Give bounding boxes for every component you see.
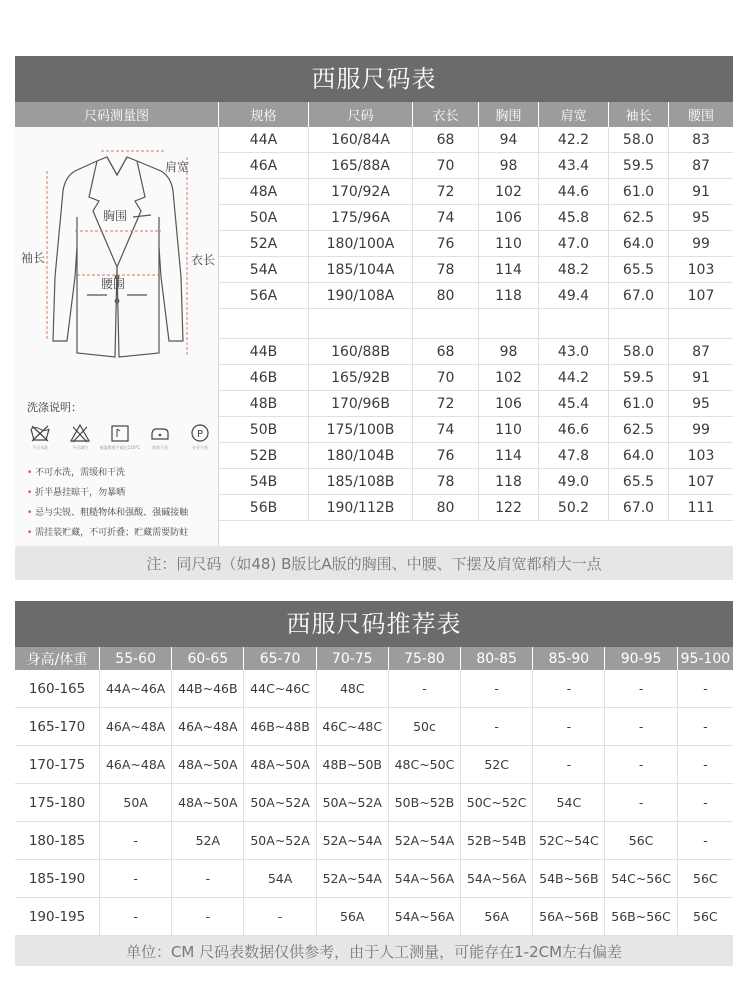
cell-size: 160/88B [309,339,413,364]
cell-height-range: 180-185 [15,822,100,859]
cell-recommended-size: 54C [533,784,605,821]
header-weight-range: 70-75 [317,647,389,670]
cell-recommended-size: 46A~48A [100,708,172,745]
cell-size: 190/108A [309,283,413,308]
cell-recommended-size: - [605,708,677,745]
cell-waist: 107 [687,473,715,490]
cell-height-range: 175-180 [15,784,100,821]
cell-recommended-size: 52A~54A [317,860,389,897]
cell-sleeve: 65.5 [609,257,669,282]
cell-recommended-size: 52C~54C [533,822,605,859]
cell-size: 190/112B [309,495,413,520]
label-waist: 腰围 [101,277,126,291]
size-row [219,257,733,283]
cell-recommended-size: 52A~54A [317,822,389,859]
cell-height-range: 165-170 [15,708,100,745]
tumble-dry-icon: 低温熨烫不超过110°C [105,423,135,451]
size-row [219,495,733,521]
size-row [219,231,733,257]
cell-recommended-size: 52A [172,822,244,859]
cell-chest: 114 [479,443,539,468]
cell-recommended-size: 54C~56C [605,860,677,897]
cell-chest: 110 [479,417,539,442]
cell-length: 74 [413,417,479,442]
cell-shoulder: 42.2 [539,127,609,152]
cell-size: 185/104A [309,257,413,282]
cell-recommended-size: 46B~48B [244,708,316,745]
cell-shoulder: 43.0 [539,339,609,364]
cell-recommended-size: 54A~56A [389,898,461,935]
cell-recommended-size: 54A~56A [461,860,533,897]
label-length: 衣长 [191,253,216,267]
recommend-grid [15,670,733,936]
care-instructions [27,463,188,543]
cell-recommended-size: 46A~48A [100,746,172,783]
cell-shoulder: 49.4 [539,283,609,308]
cell-sleeve: 62.5 [609,205,669,230]
cell-length: 72 [413,391,479,416]
cell-waist: 91 [692,183,710,200]
size-row [219,391,733,417]
cell-spec: 44A [219,127,309,152]
cell-height-range: 185-190 [15,860,100,897]
cell-waist: 103 [687,447,715,464]
iron-low-icon: 常规干洗 [145,423,175,451]
cell-waist: 95 [692,209,710,226]
size-row [219,283,733,309]
cell-recommended-size: - [461,670,533,707]
cell-recommended-size: - [703,681,708,696]
cell-recommended-size: 50A~52A [244,822,316,859]
cell-shoulder: 44.2 [539,365,609,390]
header-weight-range: 85-90 [533,647,605,670]
header-weight-range: 55-60 [100,647,172,670]
care-icons [25,423,215,451]
cell-recommended-size: 46C~48C [317,708,389,745]
header-weight-range: 80-85 [461,647,533,670]
cell-sleeve: 67.0 [609,495,669,520]
cell-spec: 52A [219,231,309,256]
header-waist: 腰围 [687,109,714,124]
cell-chest: 118 [479,469,539,494]
cell-size: 175/100B [309,417,413,442]
cell-shoulder: 45.4 [539,391,609,416]
cell-waist: 91 [692,369,710,386]
cell-size: 180/100A [309,231,413,256]
header-sleeve: 袖长 [609,102,669,127]
cell-recommended-size: 46A~48A [172,708,244,745]
cell-length: 76 [413,231,479,256]
recommend-table-title: 西服尺码推荐表 [15,601,733,647]
cell-spec: 52B [219,443,309,468]
cell-shoulder: 46.6 [539,417,609,442]
cell-recommended-size: 56A [317,898,389,935]
cell-length: 68 [413,339,479,364]
cell-spec: 44B [219,339,309,364]
recommend-row [15,822,733,860]
cell-waist: 87 [692,343,710,360]
cell-recommended-size: 44B~46B [172,670,244,707]
cell-height-range: 190-195 [15,898,100,935]
cell-sleeve: 58.0 [609,127,669,152]
cell-recommended-size: 50c [389,708,461,745]
suit-size-recommendation-table [15,601,733,967]
cell-length: 80 [413,495,479,520]
cell-recommended-size: 56A~56B [533,898,605,935]
cell-chest: 102 [479,365,539,390]
cell-height-range: 170-175 [15,746,100,783]
cell-recommended-size: - [703,795,708,810]
cell-shoulder: 43.4 [539,153,609,178]
cell-recommended-size: 52C [461,746,533,783]
cell-spec: 56A [219,283,309,308]
cell-chest: 98 [479,153,539,178]
cell-recommended-size: - [461,708,533,745]
cell-waist: 83 [692,131,710,148]
cell-recommended-size: 44A~46A [100,670,172,707]
recommend-row [15,860,733,898]
cell-waist: 111 [687,499,715,516]
cell-recommended-size: - [244,898,316,935]
cell-recommended-size: 54B~56B [533,860,605,897]
size-row [219,365,733,391]
cell-waist: 103 [687,261,715,278]
cell-recommended-size: 48C~50C [389,746,461,783]
recommend-row [15,670,733,708]
cell-length: 78 [413,469,479,494]
cell-sleeve: 59.5 [609,365,669,390]
cell-size: 180/104B [309,443,413,468]
size-row [219,417,733,443]
cell-recommended-size: - [605,784,677,821]
header-chest: 胸围 [479,102,539,127]
cell-recommended-size: 50A [100,784,172,821]
size-row [219,339,733,365]
cell-recommended-size: 48A~50A [172,784,244,821]
size-row [219,443,733,469]
label-sleeve: 袖长 [21,251,46,265]
cell-recommended-size: - [533,670,605,707]
cell-sleeve: 64.0 [609,231,669,256]
cell-recommended-size: 48C [317,670,389,707]
cell-recommended-size: - [703,833,708,848]
cell-waist: 95 [692,395,710,412]
cell-chest: 122 [479,495,539,520]
label-shoulder: 肩宽 [165,160,190,174]
cell-spec: 46B [219,365,309,390]
cell-shoulder: 47.0 [539,231,609,256]
cell-chest: 98 [479,339,539,364]
size-row [219,153,733,179]
cell-recommended-size: - [533,746,605,783]
cell-size: 170/92A [309,179,413,204]
cell-recommended-size: - [703,757,708,772]
cell-waist: 99 [692,235,710,252]
cell-size: 165/88A [309,153,413,178]
cell-size: 165/92B [309,365,413,390]
recommend-row [15,746,733,784]
cell-recommended-size: - [100,860,172,897]
size-table-title: 西服尺码表 [15,56,733,102]
cell-shoulder: 48.2 [539,257,609,282]
cell-spec: 46A [219,153,309,178]
cell-waist: 107 [687,287,715,304]
cell-recommended-size: - [389,670,461,707]
cell-spec: 50A [219,205,309,230]
cell-length: 74 [413,205,479,230]
cell-spec: 54B [219,469,309,494]
separator-row [219,309,733,339]
cell-shoulder: 50.2 [539,495,609,520]
size-row [219,469,733,495]
header-shoulder: 肩宽 [539,102,609,127]
cell-sleeve: 67.0 [609,283,669,308]
cell-recommended-size: 50A~52A [244,784,316,821]
cell-height-range: 160-165 [15,670,100,707]
cell-chest: 106 [479,205,539,230]
cell-shoulder: 45.8 [539,205,609,230]
cell-shoulder: 44.6 [539,179,609,204]
no-wash-icon: 不可水洗 [25,423,55,451]
cell-recommended-size: 56A [461,898,533,935]
cell-spec: 50B [219,417,309,442]
size-table-note: 注：同尺码（如48) B版比A版的胸围、中腰、下摆及肩宽都稍大一点 [15,546,733,580]
cell-chest: 118 [479,283,539,308]
header-weight-range: 90-95 [605,647,677,670]
size-row [219,127,733,153]
cell-spec: 56B [219,495,309,520]
cell-length: 78 [413,257,479,282]
cell-sleeve: 58.0 [609,339,669,364]
cell-spec: 48B [219,391,309,416]
label-chest: 胸围 [103,209,128,223]
care-item: • 忌与尖锐、粗糙物体和强酸、强碱接触 [27,503,188,523]
cell-shoulder: 49.0 [539,469,609,494]
cell-spec: 54A [219,257,309,282]
cell-length: 76 [413,443,479,468]
cell-recommended-size: 48A~50A [244,746,316,783]
size-table-header [15,102,733,127]
cell-recommended-size: - [703,719,708,734]
no-bleach-icon: 不可漂白 [65,423,95,451]
suit-size-table [15,56,733,580]
cell-sleeve: 62.5 [609,417,669,442]
cell-chest: 114 [479,257,539,282]
cell-spec: 48A [219,179,309,204]
cell-length: 70 [413,365,479,390]
cell-recommended-size: 56C [693,909,718,924]
cell-waist: 99 [692,421,710,438]
cell-sleeve: 59.5 [609,153,669,178]
cell-recommended-size: - [172,898,244,935]
cell-recommended-size: 56C [605,822,677,859]
size-row [219,179,733,205]
measurement-diagram-panel [15,127,219,546]
recommend-table-header [15,647,733,670]
cell-length: 70 [413,153,479,178]
cell-recommended-size: 50A~52A [317,784,389,821]
cell-recommended-size: 48A~50A [172,746,244,783]
care-item: • 折半悬挂晾干，勿暴晒 [27,483,188,503]
cell-recommended-size: 56C [693,871,718,886]
cell-size: 185/108B [309,469,413,494]
header-height-weight: 身高/体重 [15,647,100,670]
header-size: 尺码 [309,102,413,127]
cell-chest: 94 [479,127,539,152]
header-weight-range: 60-65 [172,647,244,670]
header-length: 衣长 [413,102,479,127]
cell-recommended-size: 48B~50B [317,746,389,783]
cell-length: 80 [413,283,479,308]
cell-recommended-size: 54A~56A [389,860,461,897]
cell-size: 175/96A [309,205,413,230]
cell-sleeve: 61.0 [609,391,669,416]
cell-recommended-size: - [100,822,172,859]
cell-size: 170/96B [309,391,413,416]
recommend-row [15,898,733,936]
cell-recommended-size: 54A [244,860,316,897]
header-spec: 规格 [219,102,309,127]
cell-recommended-size: - [533,708,605,745]
cell-waist: 87 [692,157,710,174]
size-grid [219,127,733,546]
cell-recommended-size: - [100,898,172,935]
cell-length: 68 [413,127,479,152]
cell-recommended-size: 52B~54B [461,822,533,859]
recommend-row [15,708,733,746]
cell-sleeve: 64.0 [609,443,669,468]
cell-recommended-size: 50B~52B [389,784,461,821]
header-measure-diagram: 尺码测量图 [15,102,219,127]
cell-shoulder: 47.8 [539,443,609,468]
header-weight-range: 65-70 [244,647,316,670]
cell-recommended-size: - [605,746,677,783]
cell-recommended-size: 56B~56C [605,898,677,935]
cell-recommended-size: - [172,860,244,897]
cell-chest: 106 [479,391,539,416]
cell-length: 72 [413,179,479,204]
recommend-table-note: 单位：CM 尺码表数据仅供参考，由于人工测量，可能存在1-2CM左右偏差 [15,936,733,966]
cell-recommended-size: - [605,670,677,707]
recommend-row [15,784,733,822]
cell-recommended-size: 50C~52C [461,784,533,821]
cell-recommended-size: 52A~54A [389,822,461,859]
cell-chest: 102 [479,179,539,204]
header-weight-range: 95-100 [680,650,731,667]
care-item: • 不可水洗，需缓和干洗 [27,463,188,483]
cell-sleeve: 61.0 [609,179,669,204]
size-row [219,205,733,231]
header-weight-range: 75-80 [389,647,461,670]
cell-chest: 110 [479,231,539,256]
care-title: 洗涤说明： [27,401,82,414]
cell-recommended-size: 44C~46C [244,670,316,707]
cell-sleeve: 65.5 [609,469,669,494]
svg-text:P: P [196,429,204,440]
care-item: • 需挂装贮藏，不可折叠；贮藏需要防蛀 [27,523,188,543]
cell-size: 160/84A [309,127,413,152]
dry-clean-p-icon: P 专业干洗 [185,423,215,451]
